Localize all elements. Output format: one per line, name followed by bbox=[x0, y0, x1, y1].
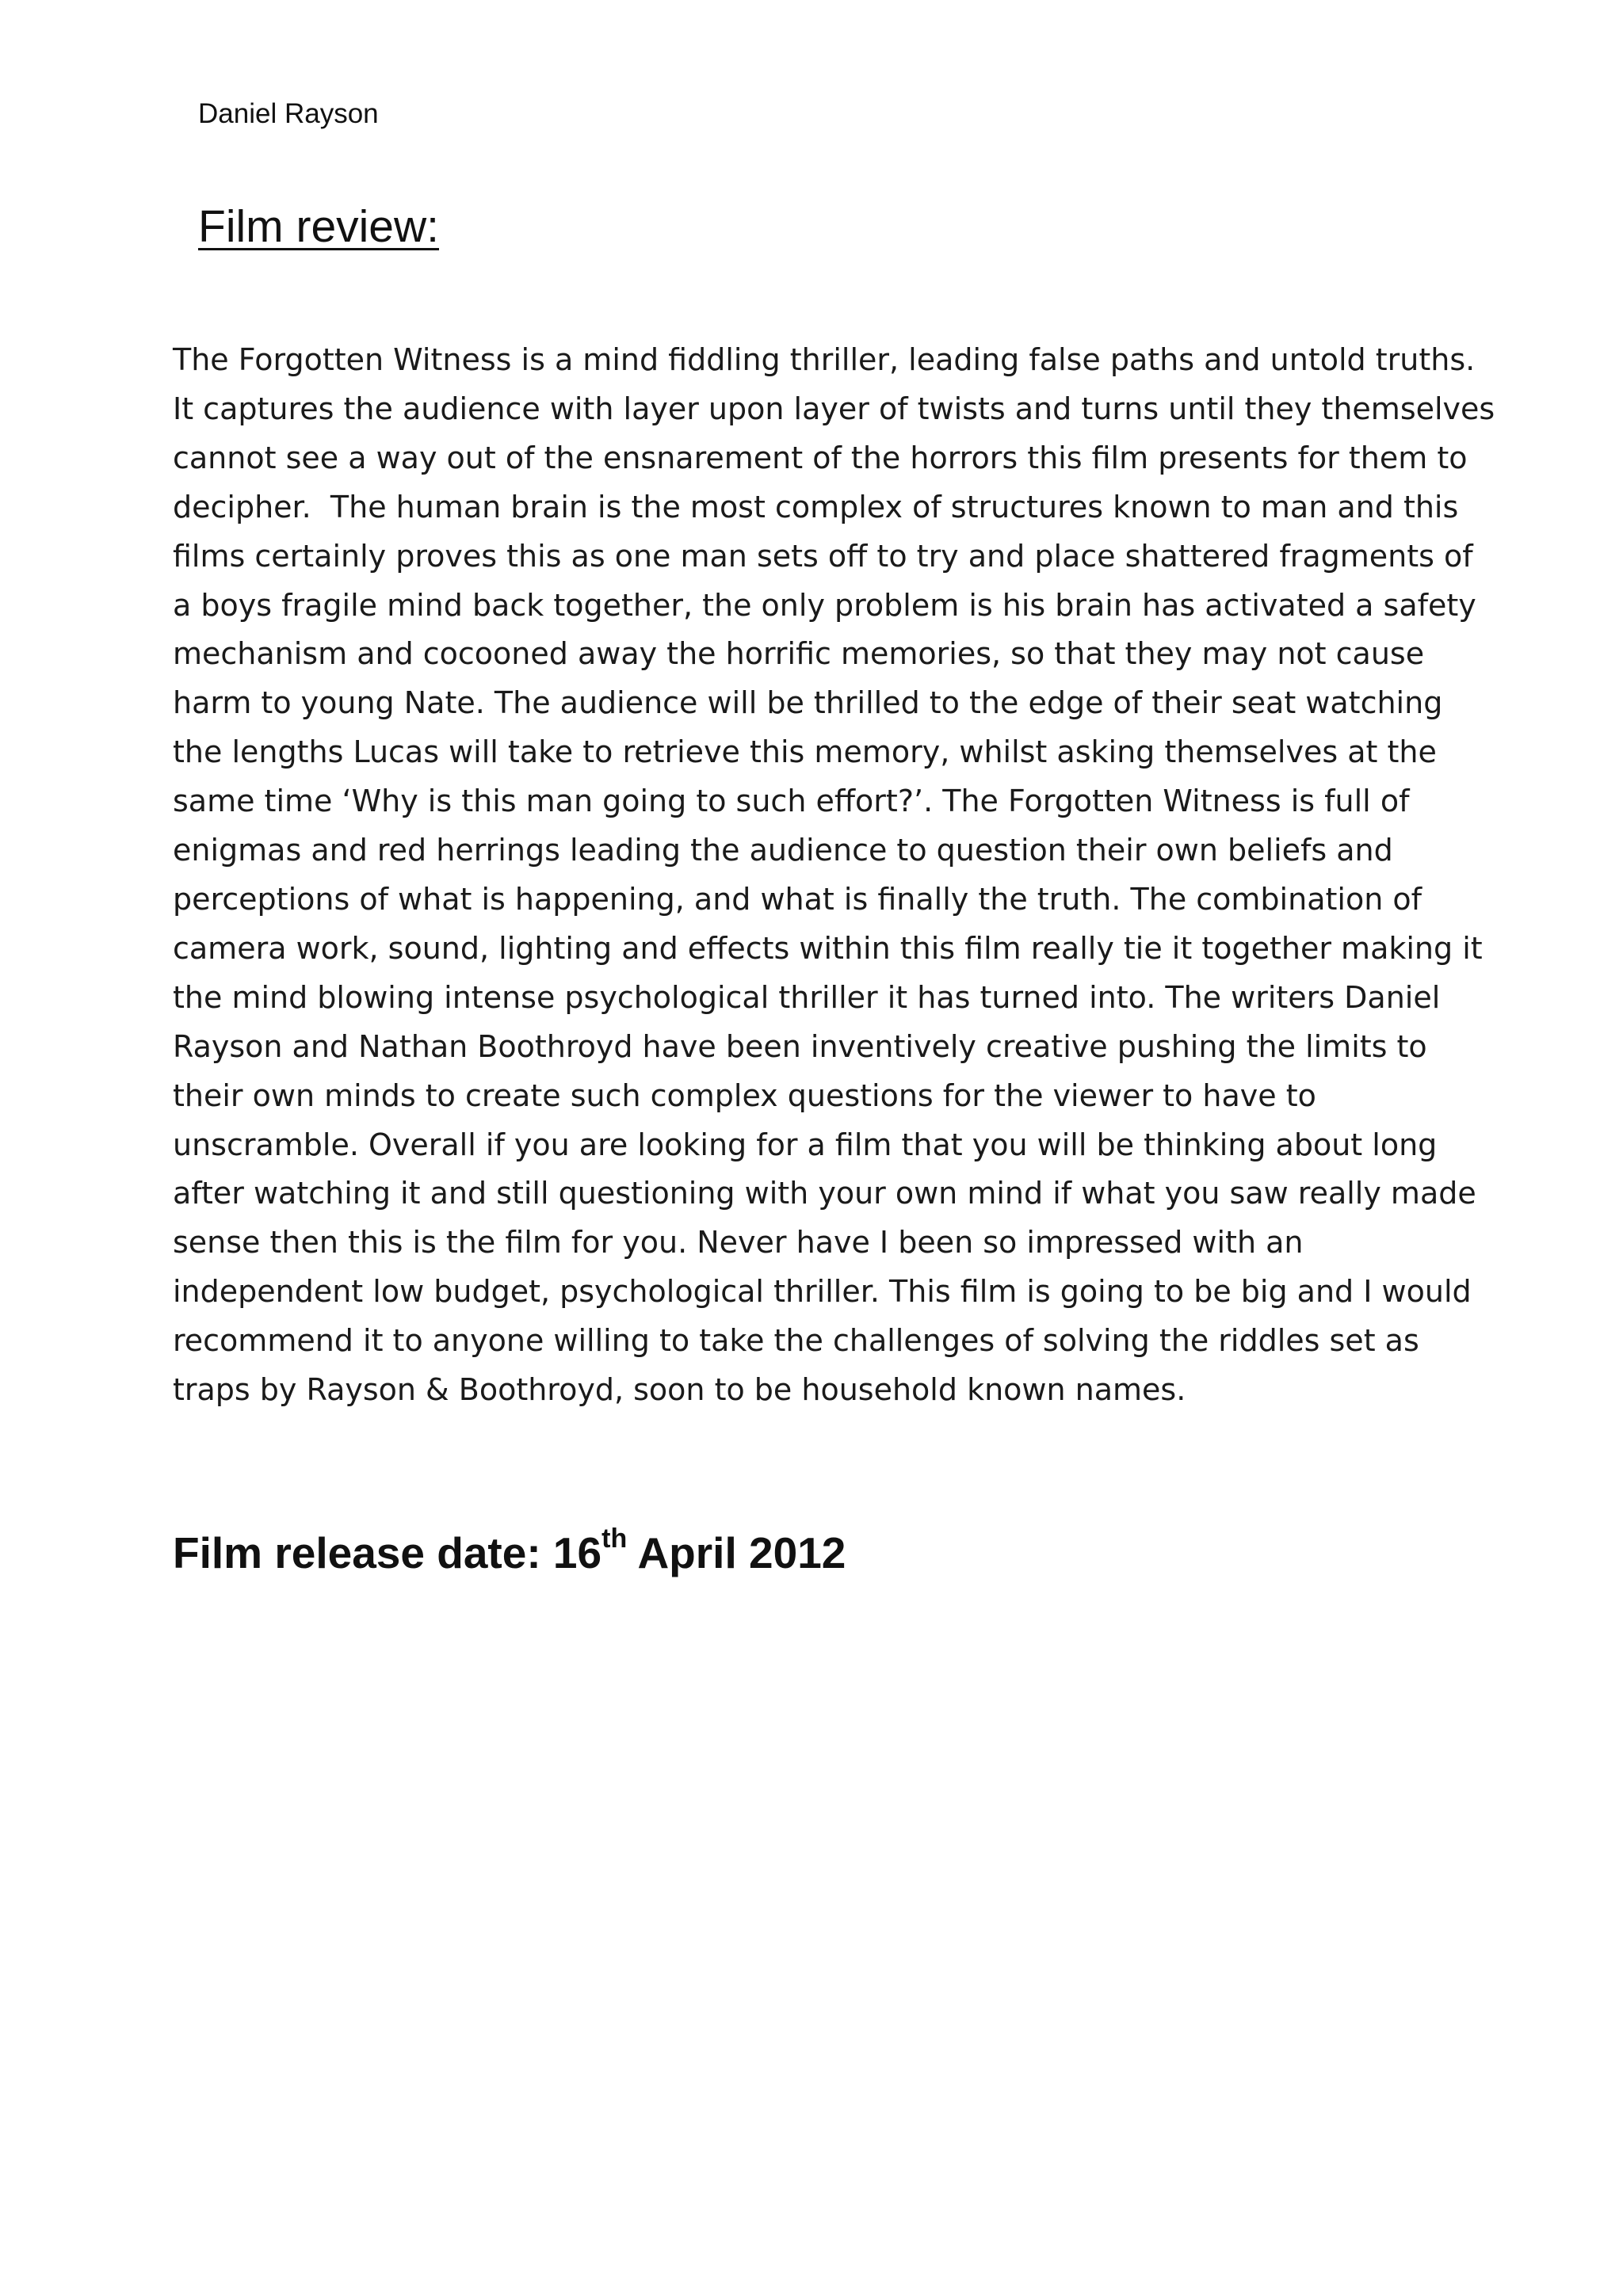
review-line: a boys fragile mind back together, the only problem is his brain has activated a safety bbox=[173, 587, 1476, 623]
review-line: unscramble. Overall if you are looking for a film that you will be thinking about long bbox=[173, 1127, 1438, 1162]
review-line: recommend it to anyone willing to take the challenges of solving the riddles set as bbox=[173, 1323, 1419, 1359]
review-line: mechanism and cocooned away the horrific memories, so that they may not cause bbox=[173, 636, 1425, 672]
review-line: enigmas and red herrings leading the audience to question their own beliefs and bbox=[173, 833, 1393, 868]
release-date-rest: April 2012 bbox=[627, 1528, 846, 1577]
review-line: films certainly proves this as one man sets off to try and place shattered fragments of bbox=[173, 538, 1473, 574]
review-line: perceptions of what is happening, and what is finally the truth. The combination of bbox=[173, 881, 1422, 917]
review-body bbox=[173, 336, 1520, 1415]
review-line: The Forgotten Witness is a mind fiddling thriller, leading false paths and untold truths. bbox=[173, 342, 1476, 377]
author-name: Daniel Rayson bbox=[198, 98, 379, 129]
review-line: It captures the audience with layer upon layer of twists and turns until they themselves bbox=[173, 391, 1495, 426]
release-date-heading bbox=[173, 1525, 846, 1581]
review-line: traps by Rayson & Boothroyd, soon to be household known names. bbox=[173, 1372, 1186, 1408]
review-line: harm to young Nate. The audience will be thrilled to the edge of their seat watching bbox=[173, 685, 1443, 721]
review-line: the lengths Lucas will take to retrieve this memory, whilst asking themselves at the bbox=[173, 734, 1437, 770]
release-date-ordinal: th bbox=[601, 1524, 628, 1554]
review-line: cannot see a way out of the ensnarement of the horrors this film presents for them to bbox=[173, 440, 1468, 475]
review-line: independent low budget, psychological thriller. This film is going to be big and I would bbox=[173, 1274, 1472, 1310]
review-line: after watching it and still questioning with your own mind if what you saw really made bbox=[173, 1176, 1476, 1211]
review-line: same time ‘Why is this man going to such effort?’. The Forgotten Witness is full of bbox=[173, 784, 1410, 819]
page-title: Film review: bbox=[198, 201, 440, 252]
review-line: the mind blowing intense psychological thriller it has turned into. The writers Daniel bbox=[173, 979, 1441, 1015]
review-line: Rayson and Nathan Boothroyd have been inventively creative pushing the limits to bbox=[173, 1028, 1427, 1064]
release-date-prefix: Film release date: 16 bbox=[173, 1528, 602, 1577]
review-line: their own minds to create such complex questions for the viewer to have to bbox=[173, 1077, 1316, 1113]
review-line: sense then this is the film for you. Never have I been so impressed with an bbox=[173, 1225, 1304, 1261]
review-line: decipher. The human brain is the most complex of structures known to man and this bbox=[173, 489, 1459, 524]
review-line: camera work, sound, lighting and effects within this film really tie it together making it bbox=[173, 930, 1483, 966]
